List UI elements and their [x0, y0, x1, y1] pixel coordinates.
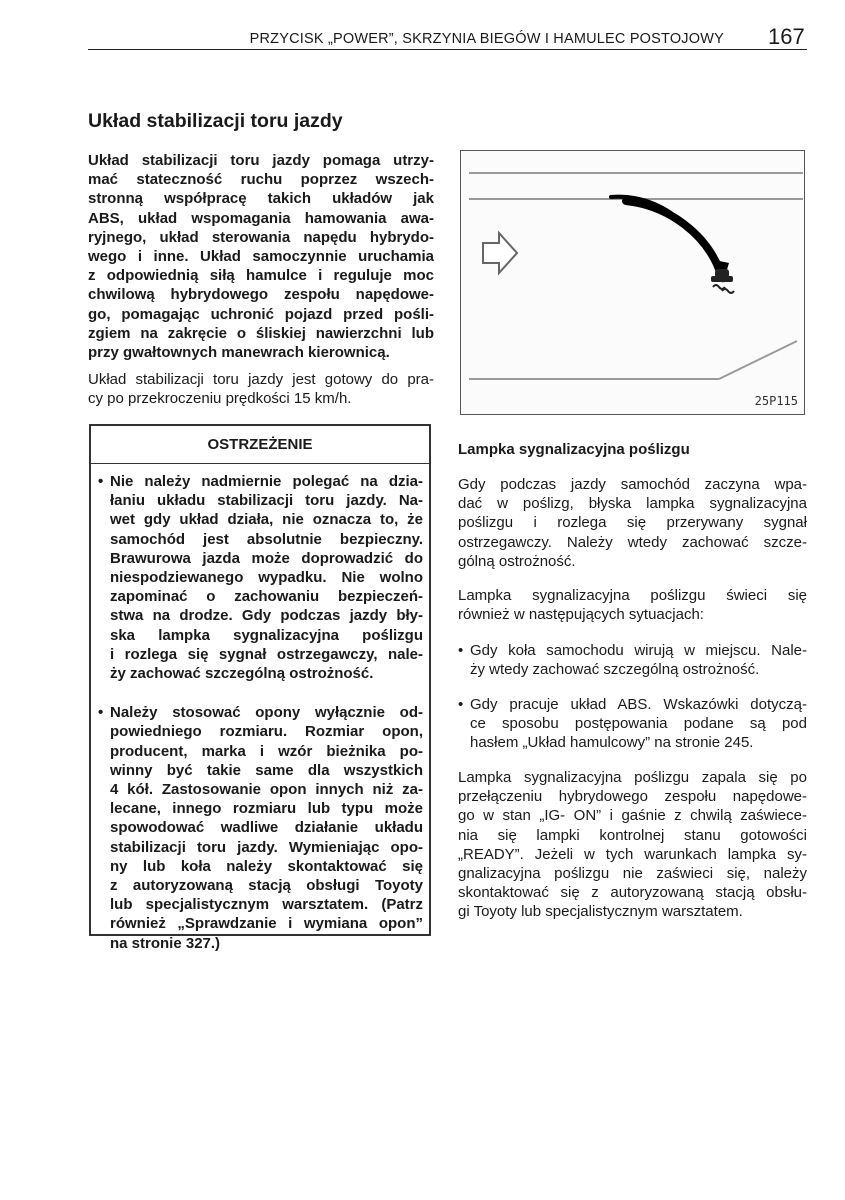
text-line: cy po przekroczeniu prędkości 15 km/h.	[88, 390, 352, 408]
warning-item-text	[110, 703, 423, 953]
text-line: go w stan „IG- ON” i gaśnie z chwilą zaświece-	[458, 807, 807, 825]
text-line: ny lub koła należy skontaktować się	[110, 857, 423, 875]
text-line: gnalizacyjna poślizgu nie zaświeci się, należy	[458, 865, 807, 883]
text-line: Należy stosować opony wyłącznie od-	[110, 704, 423, 722]
text-line: łaniu układu stabilizacji toru jazdy. Na-	[110, 492, 423, 510]
text-line: również w następujących sytuacjach:	[458, 606, 704, 624]
text-line: go, pomagając uchronić pojazd przed pośli-	[88, 305, 434, 323]
text-line: ostrzegawczy. Należy wtedy zachować szcze-	[458, 533, 807, 551]
text-line: spowodować wadliwe działanie układu	[110, 819, 423, 837]
figure-code: 25P115	[754, 394, 798, 408]
text-line: ce sposobu postępowania podane są pod	[470, 715, 807, 733]
illustration-drawing	[461, 151, 803, 413]
text-line: gólną ostrożność.	[458, 552, 576, 570]
bullet-icon: •	[98, 473, 104, 490]
text-line: Lampka sygnalizacyjna poślizgu świeci się	[458, 587, 807, 604]
text-line: lecane, innego rozmiaru lub typu może	[110, 800, 423, 818]
text-line: Nie należy nadmiernie polegać na dzia-	[110, 473, 423, 490]
text-line: niespodziewanego wypadku. Nie wolno	[110, 569, 423, 587]
text-line: ska lampka sygnalizacyjna poślizgu	[110, 626, 423, 644]
page-number: 167	[768, 24, 805, 49]
skid-indicator-icon	[711, 269, 734, 293]
text-line: lub specjalistycznym warsztatem. (Patrz	[110, 896, 423, 914]
lamp-bullet-2	[458, 695, 807, 753]
text-line: wet gdy układ działa, nie oznacza to, że	[110, 511, 423, 529]
lamp-bullet-text	[470, 695, 807, 753]
header-rule	[88, 49, 807, 50]
text-line: na stronie 327.)	[110, 934, 221, 952]
text-line: ryjnego, układ sterowania napędu hybrydo-	[88, 228, 434, 246]
running-header: PRZYCISK „POWER”, SKRZYNIA BIEGÓW I HAMULEC POSTOJOWY	[249, 31, 724, 47]
text-line: ży zachować szczególną ostrożność.	[110, 665, 374, 683]
warning-box	[89, 424, 431, 952]
text-line: Układ stabilizacji toru jazdy pomaga utrzy-	[88, 152, 434, 169]
lamp-heading: Lampka sygnalizacyjna poślizgu	[458, 441, 690, 458]
intro-paragraph	[88, 151, 434, 362]
section-title: Układ stabilizacji toru jazdy	[88, 110, 343, 132]
text-line: ży wtedy zachować szczególną ostrożność.	[470, 661, 760, 679]
lamp-bullet-text	[470, 641, 807, 679]
text-line: przełączeniu hybrydowego zespołu napędowe-	[458, 788, 807, 806]
bullet-icon: •	[458, 696, 464, 713]
text-line: gi Toyoty lub specjalistycznym warsztatem.	[458, 903, 743, 921]
text-line: Brawurowa jazda może doprowadzić do	[110, 549, 423, 567]
text-line: ABS, układ wspomagania hamowania awa-	[88, 209, 434, 227]
ready-paragraph	[88, 370, 434, 408]
bullet-icon: •	[98, 704, 104, 722]
bullet-icon: •	[458, 642, 464, 659]
text-line: dać w poślizg, błyska lampka sygnalizacyjna	[458, 495, 807, 513]
warning-item	[98, 472, 423, 683]
dashboard-illustration	[460, 150, 805, 415]
text-line: Gdy pracuje układ ABS. Wskazówki dotyczą-	[470, 696, 807, 713]
warning-item	[98, 703, 423, 953]
text-line: powiedniego rozmiaru. Rozmiar opon,	[110, 723, 423, 741]
text-line: również „Sprawdzanie i wymiana opon”	[110, 915, 423, 933]
text-line: z autoryzowaną stacją obsługi Toyoty	[110, 877, 423, 895]
text-line: „READY”. Jeżeli w tych warunkach lampka sy-	[458, 845, 807, 863]
warning-list	[98, 472, 423, 973]
text-line: i rozlega się sygnał ostrzegawczy, nale-	[110, 645, 423, 663]
warning-item-text	[110, 472, 423, 683]
text-line: chwilową hybrydowego zespołu napędowe-	[88, 286, 434, 304]
text-line: mać stateczność ruchu poprzez wszech-	[88, 171, 434, 189]
text-line: Układ stabilizacji toru jazdy jest gotowy do pra-	[88, 371, 434, 388]
outline-arrow-icon	[483, 233, 517, 273]
text-line: winny być takie same dla wszystkich	[110, 761, 423, 779]
text-line: hasłem „Układ hamulcowy” na stronie 245.	[470, 734, 754, 752]
text-line: samochód jest absolutnie bezpieczny.	[110, 530, 423, 548]
text-line: nia się lampki kontrolnej stanu gotowości	[458, 826, 807, 844]
text-line: stwa na drodze. Gdy podczas jazdy bły-	[110, 607, 423, 625]
text-line: zgiem na zakręcie o śliskiej nawierzchni lub	[88, 324, 434, 342]
text-line: Gdy podczas jazdy samochód zaczyna wpa-	[458, 476, 807, 493]
lamp-bullet-1	[458, 641, 807, 679]
text-line: Gdy koła samochodu wirują w miejscu. Nale-	[470, 642, 807, 659]
text-line: z odpowiednią siłą hamulce i reguluje moc	[88, 267, 434, 285]
text-line: poślizgu i rozlega się przerywany sygnał	[458, 514, 807, 532]
text-line: przy gwałtownych manewrach kierownicą.	[88, 344, 390, 362]
text-line: stronną współpracę takich układów jak	[88, 190, 434, 208]
text-line: zapominać o zachowaniu bezpieczeń-	[110, 588, 423, 606]
lamp-paragraph-2	[458, 586, 807, 624]
text-line: Lampka sygnalizacyjna poślizgu zapala się po	[458, 769, 807, 786]
text-line: stabilizacji toru jazdy. Wymieniając opo-	[110, 838, 423, 856]
lamp-paragraph-1	[458, 475, 807, 571]
text-line: producent, marka i wzór bieżnika po-	[110, 742, 423, 760]
text-line: 4 kół. Zastosowanie opon innych niż za-	[110, 781, 423, 799]
text-line: wego i inne. Układ samoczynnie uruchamia	[88, 248, 434, 266]
warning-heading: OSTRZEŻENIE	[91, 426, 429, 464]
text-line: skontaktować się z autoryzowaną stacją obsłu-	[458, 884, 807, 902]
lamp-paragraph-3	[458, 768, 807, 922]
